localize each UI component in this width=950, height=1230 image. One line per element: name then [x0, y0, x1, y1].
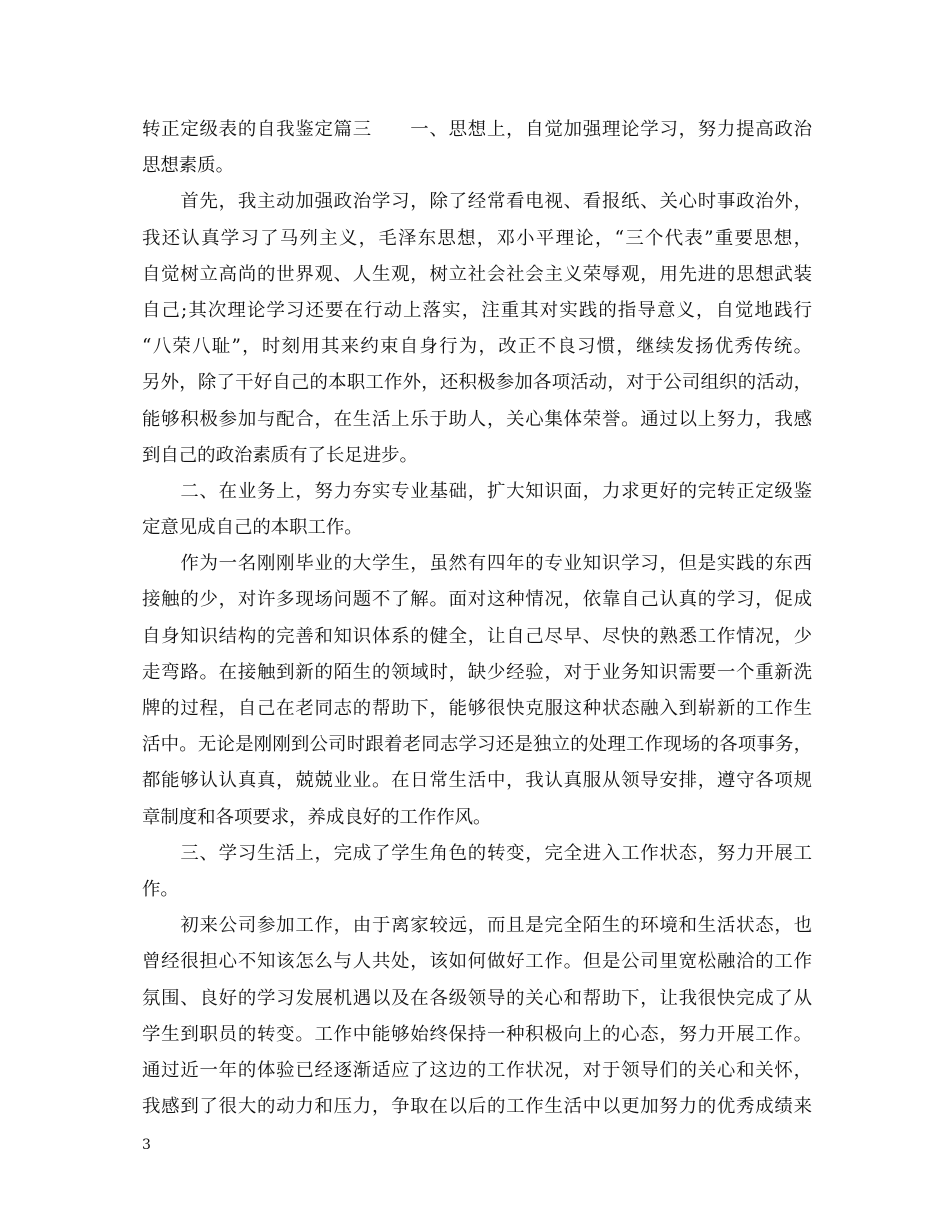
text-line: 我还认真学习了马列主义，毛泽东思想，邓小平理论，“三个代表”重要思想， — [142, 227, 812, 249]
text-line: 自觉树立高尚的世界观、人生观，树立社会社会主义荣辱观，用先进的思想武装 — [142, 263, 812, 285]
text-line: 氛围、良好的学习发展机遇以及在各级领导的关心和帮助下，让我很快完成了从 — [142, 987, 812, 1009]
text-line: 自己;其次理论学习还要在行动上落实，注重其对实践的指导意义，自觉地践行 — [142, 299, 812, 321]
text-line: 曾经很担心不知该怎么与人共处，该如何做好工作。但是公司里宽松融洽的工作 — [142, 951, 812, 973]
text-line: 转正定级表的自我鉴定篇三 一、思想上，自觉加强理论学习，努力提高政治 — [142, 119, 812, 140]
document-body — [142, 112, 812, 1125]
text-line: 作为一名刚刚毕业的大学生，虽然有四年的专业知识学习，但是实践的东西 — [142, 553, 812, 575]
text-line: 初来公司参加工作，由于离家较远，而且是完全陌生的环境和生活状态，也 — [142, 915, 812, 937]
text-line: 学生到职员的转变。工作中能够始终保持一种积极向上的心态，努力开展工作。 — [142, 1023, 812, 1045]
text-line: 自身知识结构的完善和知识体系的健全，让自己尽早、尽快的熟悉工作情况，少 — [142, 625, 812, 647]
text-line: 都能够认认真真，兢兢业业。在日常生活中，我认真服从领导安排，遵守各项规 — [142, 770, 812, 792]
text-line: 思想素质。 — [142, 155, 234, 177]
text-line: 作。 — [142, 878, 179, 900]
text-line: 我感到了很大的动力和压力，争取在以后的工作生活中以更加努力的优秀成绩来 — [142, 1096, 812, 1118]
text-line: 章制度和各项要求，养成良好的工作作风。 — [142, 806, 492, 828]
text-line: 三、学习生活上，完成了学生角色的转变，完全进入工作状态，努力开展工 — [142, 842, 812, 864]
text-line: 到自己的政治素质有了长足进步。 — [142, 444, 418, 466]
text-line: 通过近一年的体验已经逐渐适应了这边的工作状况，对于领导们的关心和关怀， — [142, 1059, 812, 1081]
text-line: 定意见成自己的本职工作。 — [142, 517, 363, 539]
text-line: 能够积极参加与配合，在生活上乐于助人，关心集体荣誉。通过以上努力，我感 — [142, 408, 812, 430]
text-line: “八荣八耻”，时刻用其来约束自身行为，改正不良习惯，继续发扬优秀传统。 — [142, 336, 812, 358]
text-line: 牌的过程，自己在老同志的帮助下，能够很快克服这种状态融入到崭新的工作生 — [142, 698, 812, 719]
page-number: 3 — [142, 1137, 151, 1153]
text-line: 活中。无论是刚刚到公司时跟着老同志学习还是独立的处理工作现场的各项事务， — [142, 734, 812, 756]
text-line: 首先，我主动加强政治学习，除了经常看电视、看报纸、关心时事政治外， — [142, 191, 812, 213]
text-line: 另外，除了干好自己的本职工作外，还积极参加各项活动，对于公司组织的活动， — [142, 372, 812, 394]
text-line: 二、在业务上，努力夯实专业基础，扩大知识面，力求更好的完转正定级鉴 — [142, 480, 812, 502]
text-line: 接触的少，对许多现场问题不了解。面对这种情况，依靠自己认真的学习，促成 — [142, 589, 812, 611]
text-line: 走弯路。在接触到新的陌生的领域时，缺少经验，对于业务知识需要一个重新洗 — [142, 661, 812, 683]
